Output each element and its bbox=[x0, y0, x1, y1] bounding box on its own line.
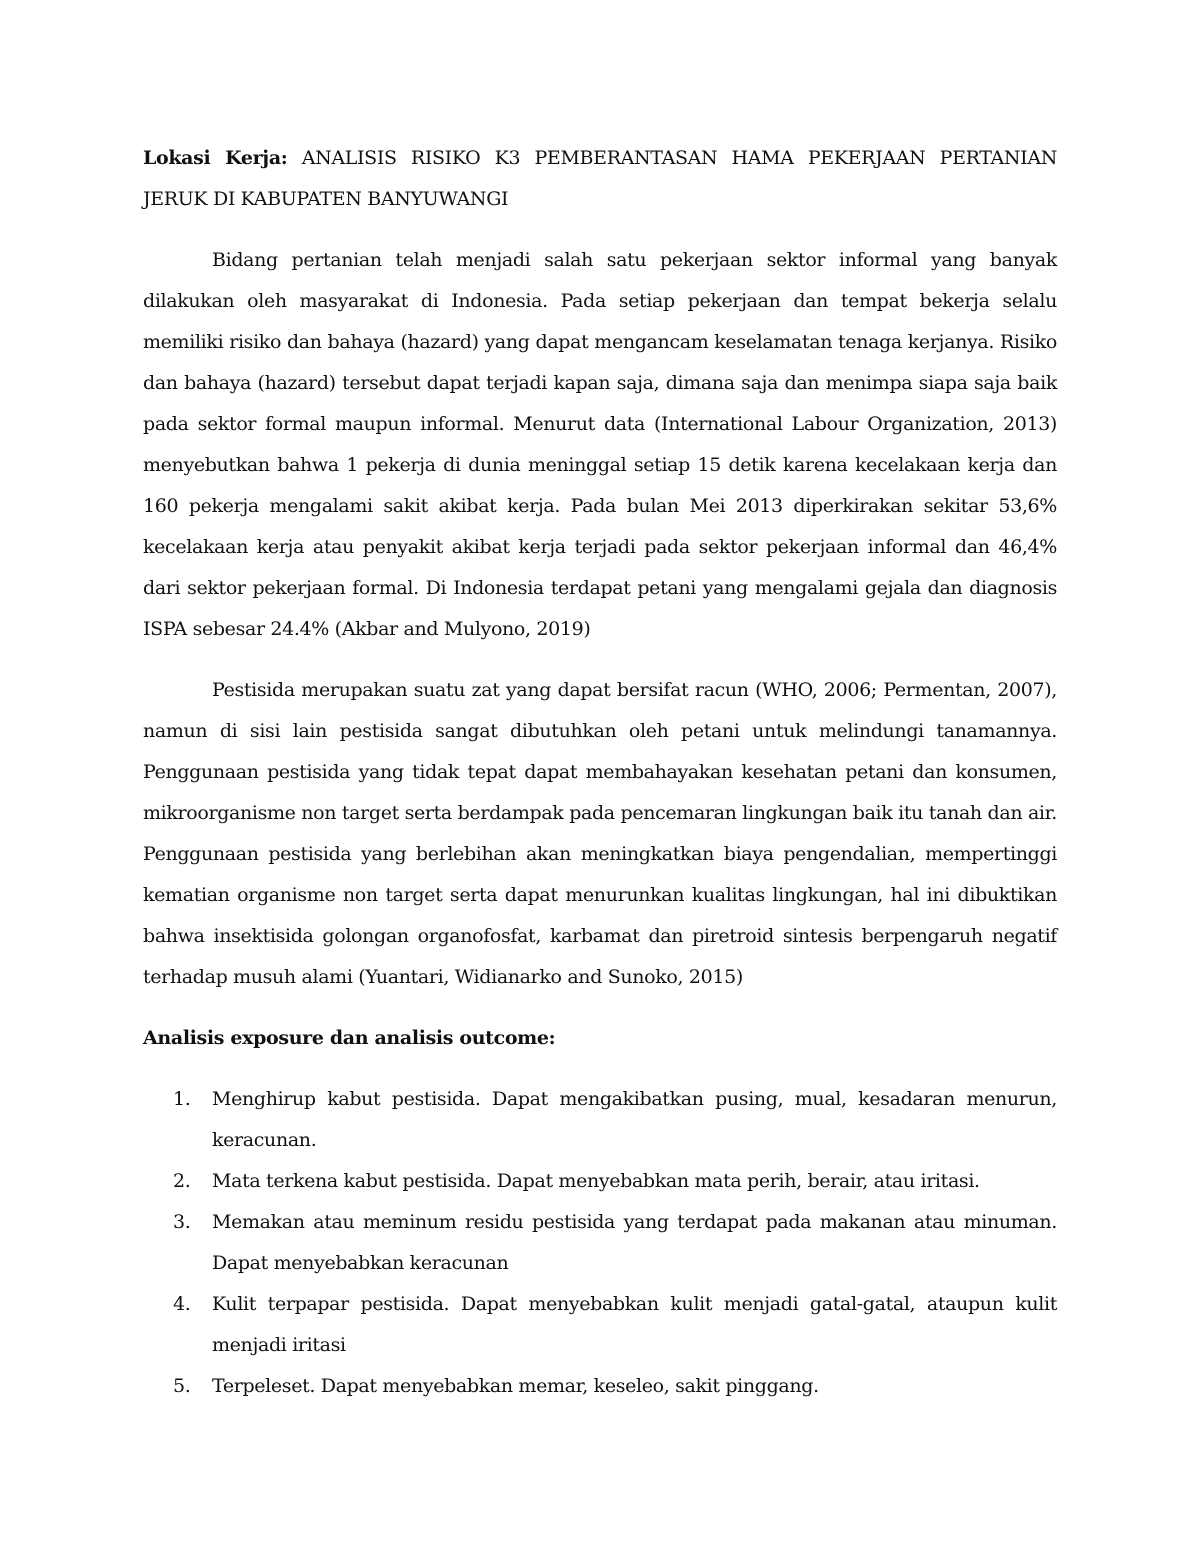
list-item bbox=[143, 1202, 1057, 1284]
list-item-number: 4. bbox=[173, 1293, 191, 1315]
list-item-text: Terpeleset. Dapat menyebabkan memar, keseleo, sakit pinggang. bbox=[212, 1375, 819, 1397]
list-item-number: 2. bbox=[173, 1170, 191, 1192]
paragraph-1: Bidang pertanian telah menjadi salah satu pekerjaan sektor informal yang banyak dilakukan oleh masyarakat di Indonesia. Pada setiap pekerjaan dan tempat bekerja selalu memiliki risiko dan bahaya (hazard) yang dapat mengancam keselamatan tenaga kerjanya. Risiko dan bahaya (hazard) tersebut dapat terjadi kapan saja, dimana saja dan menimpa siapa saja baik pada sektor formal maupun informal. Menurut data (International Labour Organization, 2013) menyebutkan bahwa 1 pekerja di dunia meninggal setiap 15 detik karena kecelakaan kerja dan 160 pekerja mengalami sakit akibat kerja. Pada bulan Mei 2013 diperkirakan sekitar 53,6% kecelakaan kerja atau penyakit akibat kerja terjadi pada sektor pekerjaan informal dan 46,4% dari sektor pekerjaan formal. Di Indonesia terdapat petani yang mengalami gejala dan diagnosis ISPA sebesar 24.4% (Akbar and Mulyono, 2019) bbox=[143, 249, 1057, 640]
list-item-number: 1. bbox=[173, 1088, 191, 1110]
heading-title: ANALISIS RISIKO K3 PEMBERANTASAN HAMA PEKERJAAN PERTANIAN JERUK DI KABUPATEN BANYUWANGI bbox=[143, 147, 1057, 210]
list-item-text: Mata terkena kabut pestisida. Dapat menyebabkan mata perih, berair, atau iritasi. bbox=[212, 1170, 980, 1192]
heading-label: Lokasi Kerja: bbox=[143, 147, 288, 169]
paragraph-2: Pestisida merupakan suatu zat yang dapat bersifat racun (WHO, 2006; Permentan, 2007), namun di sisi lain pestisida sangat dibutuhkan oleh petani untuk melindungi tanamannya. Penggunaan pestisida yang tidak tepat dapat membahayakan kesehatan petani dan konsumen, mikroorganisme non target serta berdampak pada pencemaran lingkungan baik itu tanah dan air. Penggunaan pestisida yang berlebihan akan meningkatkan biaya pengendalian, mempertinggi kematian organisme non target serta dapat menurunkan kualitas lingkungan, hal ini dibuktikan bahwa insektisida golongan organofosfat, karbamat dan piretroid sintesis berpengaruh negatif terhadap musuh alami (Yuantari, Widianarko and Sunoko, 2015) bbox=[143, 679, 1057, 988]
document-heading bbox=[143, 138, 1057, 220]
document-body bbox=[143, 138, 1057, 1407]
list-item bbox=[143, 1366, 1057, 1407]
list-item bbox=[143, 1079, 1057, 1161]
list-item-text: Menghirup kabut pestisida. Dapat mengakibatkan pusing, mual, kesadaran menurun, keracunan. bbox=[212, 1088, 1057, 1151]
list-item-number: 5. bbox=[173, 1375, 191, 1397]
list-item-number: 3. bbox=[173, 1211, 191, 1233]
outcome-list bbox=[143, 1079, 1057, 1407]
list-item-text: Memakan atau meminum residu pestisida yang terdapat pada makanan atau minuman. Dapat menyebabkan keracunan bbox=[212, 1211, 1057, 1274]
section-title: Analisis exposure dan analisis outcome: bbox=[143, 1027, 556, 1049]
list-item bbox=[143, 1161, 1057, 1202]
list-item-text: Kulit terpapar pestisida. Dapat menyebabkan kulit menjadi gatal-gatal, ataupun kulit menjadi iritasi bbox=[212, 1293, 1057, 1356]
list-item bbox=[143, 1284, 1057, 1366]
